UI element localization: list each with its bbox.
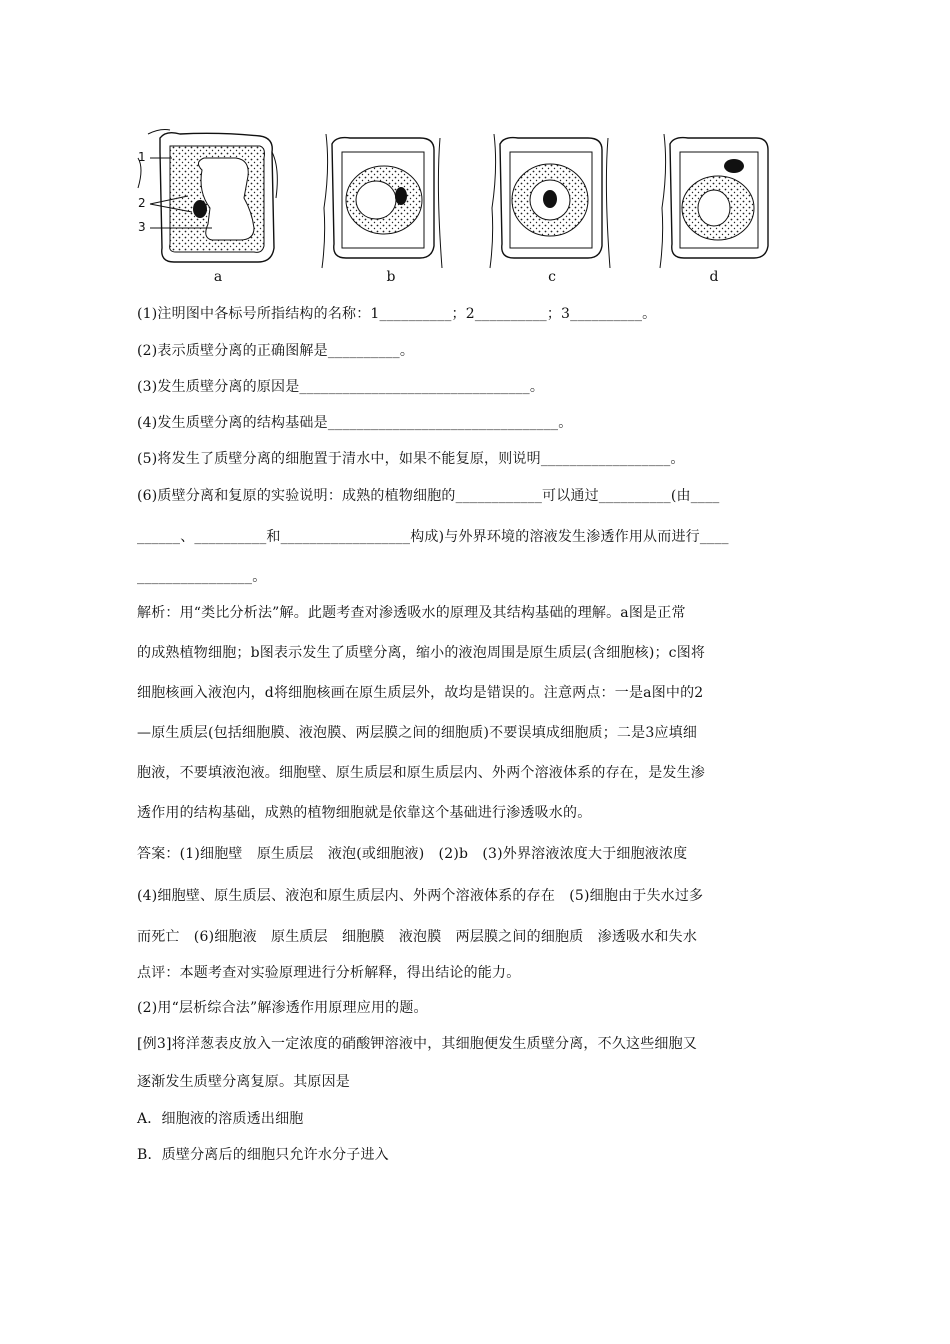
cell-a [138,130,277,263]
option-b: B．质壁分离后的细胞只允许水分子进入 [137,1147,389,1163]
question-4: (4)发生质壁分离的结构基础是________________________________。 [137,415,573,431]
cell-b [322,134,442,268]
analysis-line: 细胞核画入液泡内，d将细胞核画在原生质层外，故均是错误的。注意两点：一是a图中的2 [137,685,704,701]
question-1: (1)注明图中各标号所指结构的名称：1__________；2__________；3__________。 [137,306,657,322]
question-6-line-3: ________________。 [137,569,267,585]
marker-1: 1 [138,150,146,164]
question-6-line-2: ______、__________和__________________构成)与外界环境的溶液发生渗透作用从而进行____ [137,529,729,545]
caption-b: b [386,269,396,285]
comment-line: 点评：本题考查对实验原理进行分析解释，得出结论的能力。 [137,965,521,981]
marker-2: 2 [138,196,146,210]
analysis-line: 胞液，不要填液泡液。细胞壁、原生质层和原生质层内、外两个溶液体系的存在，是发生渗 [137,765,705,781]
marker-3: 3 [138,220,146,234]
analysis-line: 解析：用“类比分析法”解。此题考查对渗透吸水的原理及其结构基础的理解。a图是正常 [137,605,686,621]
question-6-line-1: (6)质壁分离和复原的实验说明：成熟的植物细胞的____________可以通过__________(由____ [137,488,720,504]
analysis-line: —原生质层(包括细胞膜、液泡膜、两层膜之间的细胞质)不要误填成细胞质；二是3应填细 [137,725,698,741]
question-3: (3)发生质壁分离的原因是________________________________。 [137,379,545,395]
option-a: A．细胞液的溶质透出细胞 [137,1111,304,1127]
question-5: (5)将发生了质壁分离的细胞置于清水中，如果不能复原，则说明__________________。 [137,451,685,467]
question-2: (2)表示质壁分离的正确图解是__________。 [137,343,415,359]
comment-line: (2)用“层析综合法”解渗透作用原理应用的题。 [137,1000,428,1016]
cell-c [490,134,610,268]
answer-line: 而死亡 (6)细胞液 原生质层 细胞膜 液泡膜 两层膜之间的细胞质 渗透吸水和失水 [137,929,698,945]
caption-c: c [548,269,556,285]
example-stem: 逐渐发生质壁分离复原。其原因是 [137,1074,350,1090]
answer-line: 答案：(1)细胞壁 原生质层 液泡(或细胞液) (2)b (3)外界溶液浓度大于细胞液浓度 [137,846,688,862]
example-stem: [例3]将洋葱表皮放入一定浓度的硝酸钾溶液中，其细胞便发生质壁分离，不久这些细胞又 [137,1036,698,1052]
answer-line: (4)细胞壁、原生质层、液泡和原生质层内、外两个溶液体系的存在 (5)细胞由于失水过多 [137,888,704,904]
caption-d: d [709,269,719,285]
caption-a: a [213,269,223,285]
analysis-line: 透作用的结构基础，成熟的植物细胞就是依靠这个基础进行渗透吸水的。 [137,805,592,821]
cell-d [660,134,768,268]
cell-diagram-figure [130,128,770,293]
analysis-line: 的成熟植物细胞；b图表示发生了质壁分离，缩小的液泡周围是原生质层(含细胞核)；c图将 [137,645,706,661]
